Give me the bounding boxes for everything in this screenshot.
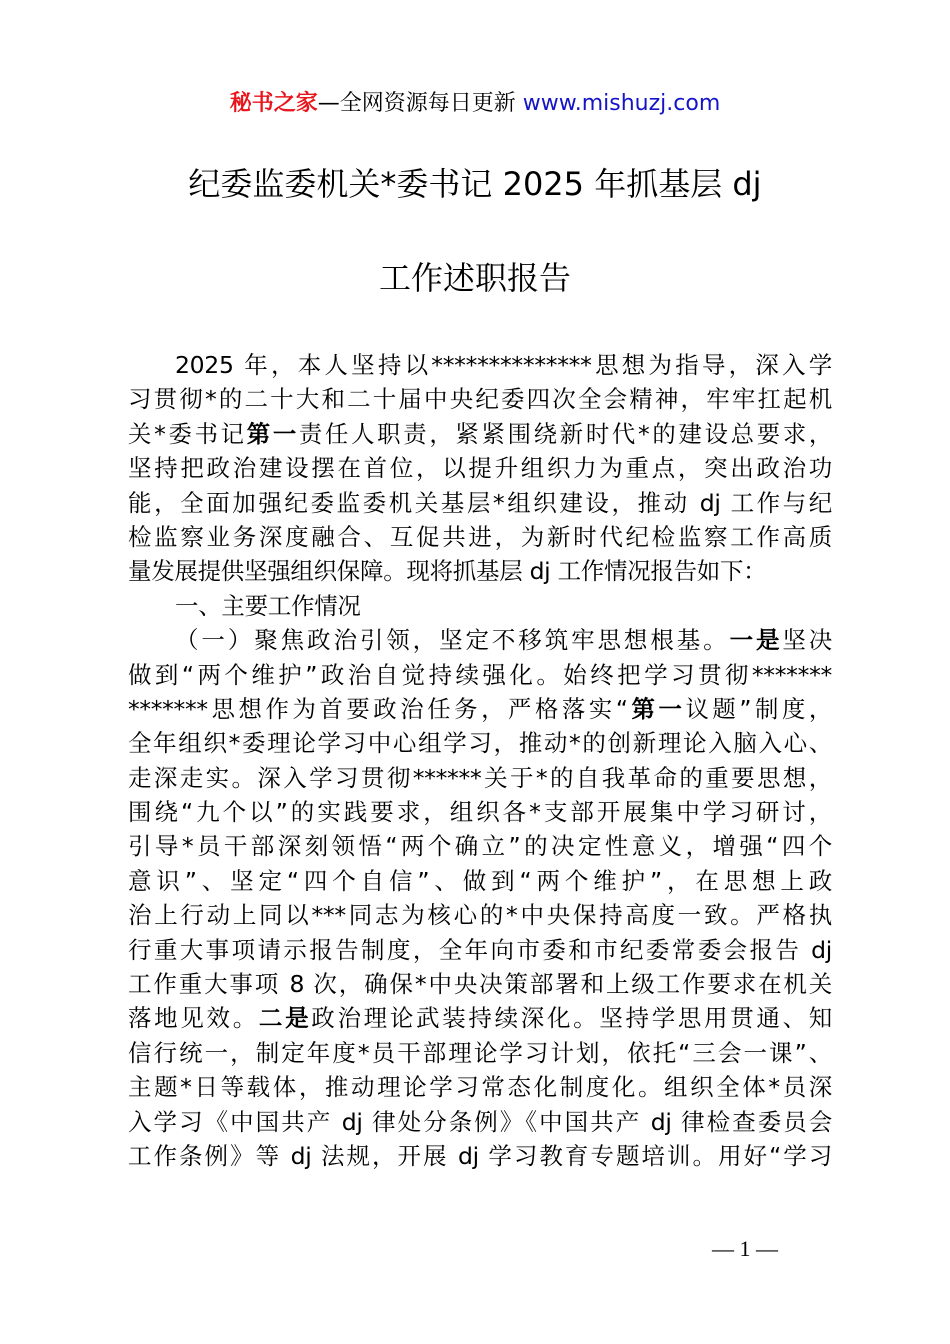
- text-run: 全年组织*委理论学习中心组学习，推动*的创新理论入脑入心、: [128, 729, 832, 758]
- text-run: 意识”、坚定“四个自信”、做到“两个维护”，在思想上政: [128, 866, 832, 895]
- paragraph-line: [128, 761, 832, 795]
- text-run: 政治理论武装持续深化。坚持学思用贯通、知: [311, 1004, 832, 1033]
- text-run: 行重大事项请示报告制度，全年向市委和市纪委常委会报告 dj: [128, 935, 832, 964]
- paragraph-line: [128, 898, 832, 932]
- paragraph-line: [128, 520, 832, 554]
- paragraph-line: [128, 933, 832, 967]
- site-header: [0, 88, 950, 120]
- text-run: 议题”制度，: [685, 694, 832, 723]
- document-title-line-1: 纪委监委机关*委书记 2025 年抓基层 dj: [188, 165, 762, 203]
- text-run: 2025 年，本人坚持以**************思想为指导，深入学: [175, 351, 832, 379]
- text-run: 量发展提供坚强组织保障。现将抓基层 dj 工作情况报告如下：: [128, 557, 767, 586]
- paragraph-line: [128, 382, 832, 416]
- text-run: 坚持把政治建设摆在首位，以提升组织力为重点，突出政治功: [128, 454, 832, 483]
- paragraph-line: [128, 829, 832, 863]
- text-run: 主题*日等载体，推动理论学习常态化制度化。组织全体*员深: [128, 1073, 832, 1102]
- text-run: 信行统一，制定年度*员干部理论学习计划，依托“三会一课”、: [128, 1038, 832, 1067]
- text-run: 引导*员干部深刻领悟“两个确立”的决定性意义，增强“四个: [128, 832, 832, 861]
- paragraph-line: [128, 658, 832, 692]
- text-run: 检监察业务深度融合、互促共进，为新时代纪检监察工作高质: [128, 522, 832, 551]
- text-run: 工作条例》等 dj 法规，开展 dj 学习教育专题培训。用好“学习: [128, 1141, 832, 1170]
- text-run: 工作重大事项 8 次，确保*中央决策部署和上级工作要求在机关: [128, 970, 832, 999]
- bold-text-run: 第一: [246, 419, 299, 448]
- paragraph-line: [128, 348, 832, 382]
- paragraph-line: [128, 451, 832, 485]
- brand-name: 秘书之家: [229, 91, 318, 116]
- header-tagline: —全网资源每日更新: [317, 91, 516, 116]
- paragraph-line: [128, 1105, 832, 1139]
- paragraph-line: [128, 1001, 832, 1035]
- bold-text-run: 二是: [258, 1004, 312, 1033]
- paragraph-line: [128, 1070, 832, 1104]
- text-run: 一、主要工作情况: [175, 591, 361, 620]
- paragraph-line: [128, 554, 832, 588]
- paragraph-line: [128, 1139, 832, 1173]
- bold-text-run: 第一: [627, 694, 686, 723]
- paragraph-line: [128, 795, 832, 829]
- document-body: [128, 348, 832, 1173]
- text-run: 治上行动上同以***同志为核心的*中央保持高度一致。严格执: [128, 901, 832, 930]
- text-run: 入学习《中国共产 dj 律处分条例》《中国共产 dj 律检查委员会: [128, 1107, 832, 1136]
- paragraph-line: [128, 967, 832, 1001]
- text-run: 能，全面加强纪委监委机关基层*组织建设，推动 dj 工作与纪: [128, 488, 832, 517]
- paragraph-line: [128, 1036, 832, 1070]
- paragraph-line: [128, 692, 832, 726]
- paragraph-line: [128, 417, 832, 451]
- text-run: 关*委书记: [128, 419, 247, 448]
- document-title-line-2: 工作述职报告: [378, 259, 571, 297]
- paragraph-line: [128, 486, 832, 520]
- paragraph-line: [128, 726, 832, 760]
- text-run: *******思想作为首要政治任务，严格落实“: [128, 694, 628, 723]
- paragraph-line: [128, 864, 832, 898]
- text-run: 落地见效。: [128, 1004, 259, 1033]
- text-run: 习贯彻*的二十大和二十届中央纪委四次全会精神，牢牢扛起机: [128, 385, 832, 414]
- text-run: 责任人职责，紧紧围绕新时代*的建设总要求，: [298, 419, 832, 448]
- paragraph-line: [128, 623, 832, 657]
- bold-text-run: 一是: [729, 626, 783, 655]
- text-run: 围绕“九个以”的实践要求，组织各*支部开展集中学习研讨，: [128, 798, 832, 827]
- site-url-link[interactable]: www.mishuzj.com: [522, 91, 721, 116]
- text-run: （一）聚焦政治引领，坚定不移筑牢思想根基。: [175, 626, 730, 655]
- text-run: 做到“两个维护”政治自觉持续强化。始终把学习贯彻*******: [128, 660, 832, 689]
- page-number: — 1 —: [712, 1236, 778, 1261]
- text-run: 坚决: [782, 626, 832, 655]
- text-run: 走深走实。深入学习贯彻******关于*的自我革命的重要思想，: [128, 763, 832, 792]
- section-heading: [128, 589, 832, 623]
